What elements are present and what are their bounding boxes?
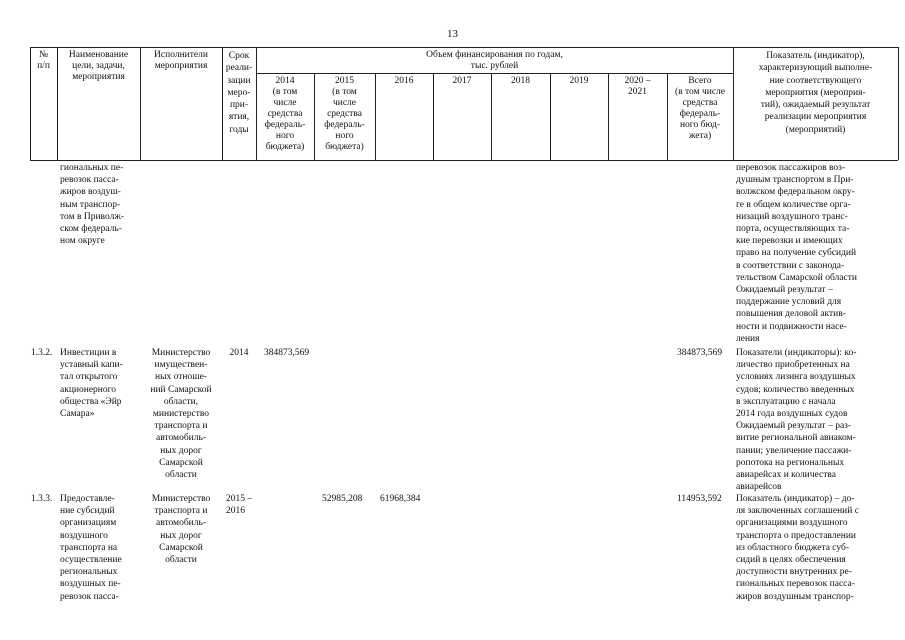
- row-value-total: 384873,569: [677, 348, 723, 358]
- header-year-2020-2021: 2020 – 2021: [624, 76, 651, 97]
- header-year-2018: 2018: [511, 76, 530, 86]
- header-indicator: Показатель (индикатор), характеризующий выполне- ние соответствующего мероприятия (мероприя- тий), ожидаемый результат реализации мероприятия (мероприятий): [758, 51, 873, 135]
- row-name: Инвестиции в уставный капи- тал открытого акционерного общества «Эйр Самара»: [60, 348, 123, 420]
- row-term: 2015 – 2016: [226, 494, 253, 517]
- header-term: Срок реали- зации меро- при- ятия, годы: [225, 51, 253, 135]
- header-year-2016: 2016: [394, 76, 414, 86]
- row-executors: Министерство имуществен- ных отноше- ний Самарской области, министерство транспорта и автомобиль- ных дорог Самарской области: [150, 348, 212, 481]
- header-name: Наименование цели, задачи, мероприятия: [68, 50, 129, 82]
- row-value-total: 114953,592: [677, 494, 722, 504]
- header-total: Всего (в том числе средства федераль- ного бюд- жета): [674, 76, 726, 141]
- header-year-2019: 2019: [569, 76, 589, 86]
- page-number: 13: [447, 28, 458, 40]
- row-number: 1.3.2.: [31, 348, 53, 358]
- row-indicator: Показатель (индикатор) – до- ля заключенных соглашений с организациями воздушного транспорта о предоставлении из областного бюджета суб- сидий в целях обеспечения доступности внутренних ре- гиональных перевозок пасса- жиров воздушным транспор-: [736, 494, 859, 602]
- header-num: № п/п: [37, 50, 50, 71]
- row-executors: Министерство транспорта и автомобиль- ных дорог Самарской области: [151, 494, 211, 566]
- header-year-2014: 2014 (в том числе средства федераль- ного бюджета): [264, 76, 306, 152]
- header-funding: Объем финансирования по годам, тыс. рублей: [426, 50, 563, 71]
- header-year-2017: 2017: [452, 76, 472, 86]
- header-year-2015: 2015 (в том числе средства федераль- ного бюджета): [324, 76, 365, 152]
- row-indicator: Показатели (индикаторы): ко- личество приобретенных на условиях лизинга воздушных судов; количество введенных в эксплуатацию с начала 2014 года воздушных судов Ожидаемый результат – раз- витие региональной авиаком- пании; увеличение пассажи- ропотока на региональных авиарейсах и количества авиарейсов: [736, 348, 857, 493]
- row-term: 2014: [229, 348, 249, 358]
- row-indicator: перевозок пассажиров воз- душным транспортом в При- волжском федеральном окру- ге в общем количестве орга- низаций воздушного транс- порта, осуществляющих та- кие перевозки и имеющих право на получение субсидий в соответствии с законода- тельством Самарской области Ожидаемый результат – поддержание условий для повышения деловой актив- ности и подвижности насе- ления: [736, 163, 857, 344]
- row-value-2015: 52985,208: [322, 494, 363, 504]
- row-value-2016: 61968,384: [380, 494, 421, 504]
- header-executors: Исполнители мероприятия: [154, 50, 208, 71]
- row-name: гиональных пе- ревозок пасса- жиров воздуш- ным транспор- том в Приволж- ском федераль- ном округе: [60, 163, 125, 247]
- row-name: Предоставле- ние субсидий организациям воздушного транспорта на осуществление региональных воздушных пе- ревозок пасса-: [60, 494, 122, 602]
- row-value-2014: 384873,569: [264, 348, 310, 358]
- row-number: 1.3.3.: [31, 494, 53, 504]
